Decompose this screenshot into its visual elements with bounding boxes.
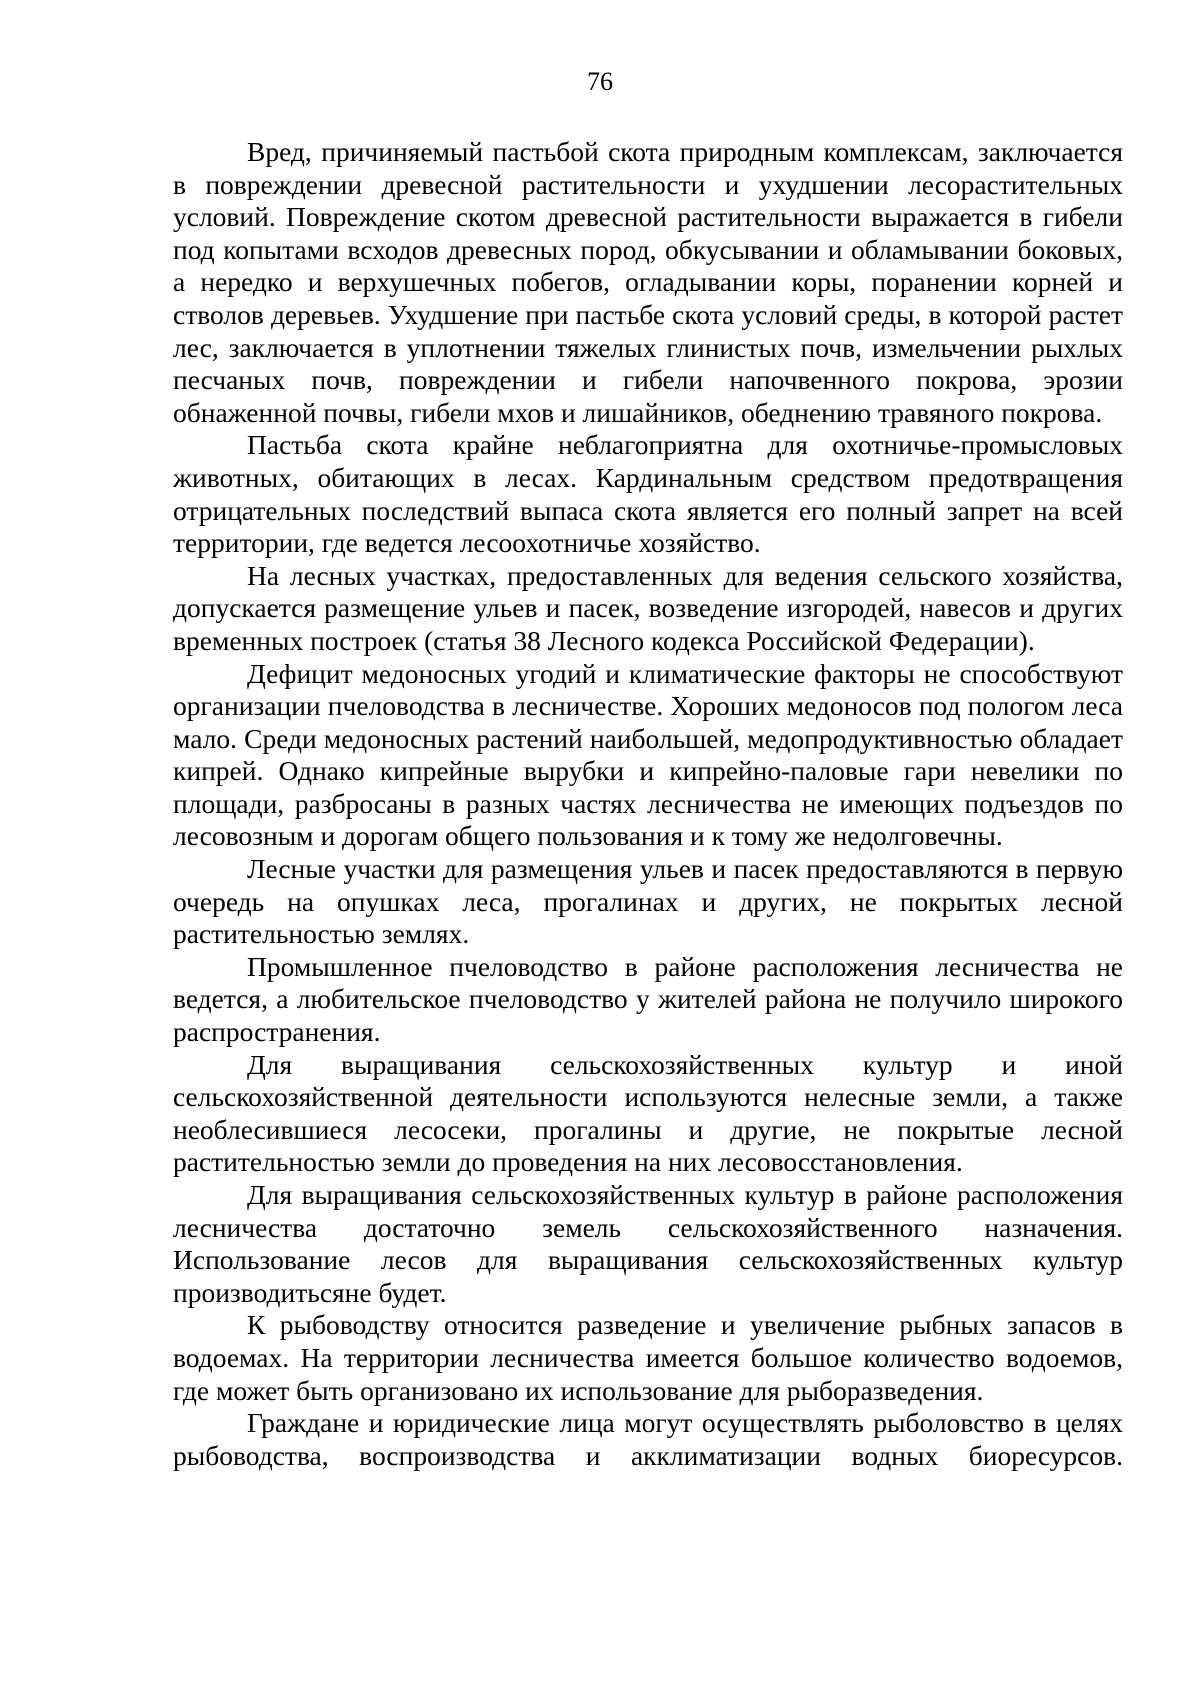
paragraph-hives-placement: На лесных участках, предоставленных для ведения сельского хозяйства, допускается размещение ульев и пасек, возведение изгородей, навесов и других временных построек (статья 38 Лесного кодекса Российской Федерации). — [173, 559, 1123, 656]
body-text — [173, 136, 1123, 1472]
paragraph-crop-growing: Для выращивания сельскохозяйственных культур в районе расположения лесничества достаточно земель сельскохозяйственного назначения. Использование лесов для выращивания сельскохозяйственных культур производитьсяне будет. — [173, 1179, 1123, 1308]
paragraph-honey-deficit: Дефицит медоносных угодий и климатические факторы не способствуют организации пчеловодства в лесничестве. Хороших медоносов под пологом леса мало. Среди медоносных растений наибольшей, медопродуктивностью обладает кипрей. Однако кипрейные вырубки и кипрейно-паловые гари невелики по площади, разбросаны в разных частях лесничества не имеющих подъездов по лесовозным и дорогам общего пользования и к тому же недолговечны. — [173, 657, 1123, 852]
paragraph-grazing-hunting: Пастьба скота крайне неблагоприятна для охотничье-промысловых животных, обитающих в лесах. Кардинальным средством предотвращения отрицательных последствий выпаса скота является его полный запрет на всей территории, где ведется лесоохотничье хозяйство. — [173, 429, 1123, 559]
paragraph-agricultural-lands: Для выращивания сельскохозяйственных культур и иной сельскохозяйственной деятельности используются нелесные земли, а также необлесившиеся лесосеки, прогалины и другие, не покрытые лесной растительностью земли до проведения на них лесовосстановления. — [173, 1048, 1123, 1178]
paragraph-industrial-beekeeping: Промышленное пчеловодство в районе расположения лесничества не ведется, а любительское пчеловодство у жителей района не получило широкого распространения. — [173, 950, 1123, 1048]
paragraph-hive-plots: Лесные участки для размещения ульев и пасек предоставляются в первую очередь на опушках леса, прогалинах и других, не покрытых лесной растительностью землях. — [173, 853, 1123, 950]
paragraph-fish-farming: К рыбоводству относится разведение и увеличение рыбных запасов в водоемах. На территории лесничества имеется большое количество водоемов, где может быть организовано их использование для рыборазведения. — [173, 1309, 1123, 1406]
paragraph-grazing-damage: Вред, причиняемый пастьбой скота природным комплексам, заключается в повреждении древесной растительности и ухудшении лесорастительных условий. Повреждение скотом древесной растительности выражается в гибели под копытами всходов древесных пород, обкусывании и обламывании боковых, а нередко и верхушечных побегов, огладывании коры, поранении корней и стволов деревьев. Ухудшение при пастьбе скота условий среды, в которой растет лес, заключается в уплотнении тяжелых глинистых почв, измельчении рыхлых песчаных почв, повреждении и гибели напочвенного покрова, эрозии обнаженной почвы, гибели мхов и лишайников, обеднению травяного покрова. — [173, 136, 1123, 428]
page-number: 76 — [587, 67, 613, 96]
paragraph-fishing-rights: Граждане и юридические лица могут осуществлять рыболовство в целях рыбоводства, воспроизводства и акклиматизации водных биоресурсов. — [173, 1407, 1123, 1471]
